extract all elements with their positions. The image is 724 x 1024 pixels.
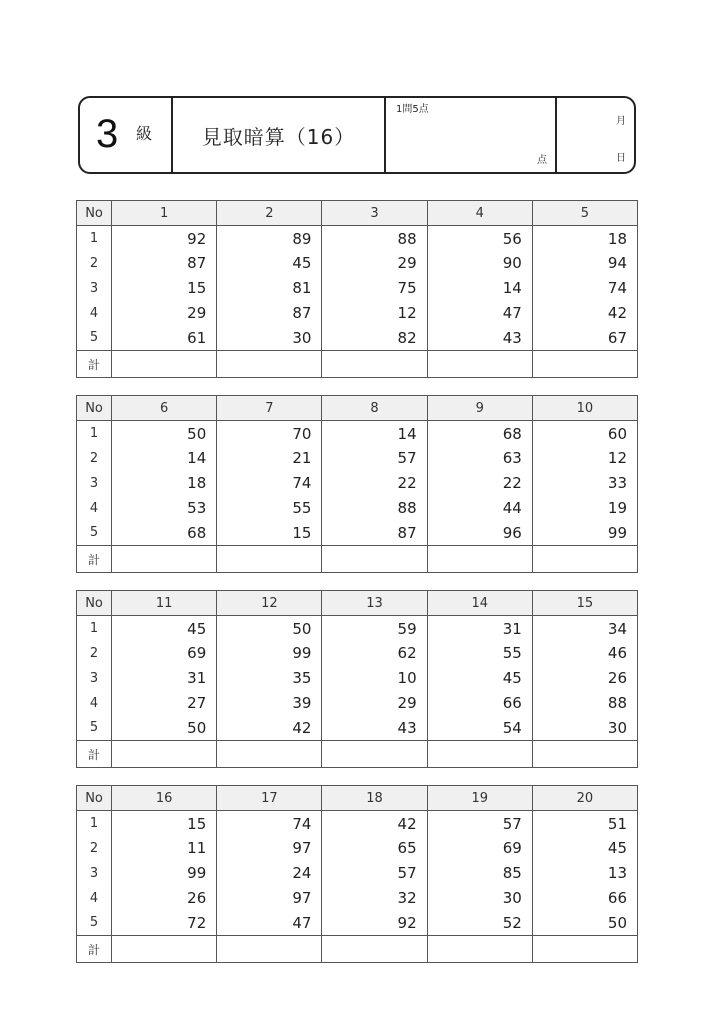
answer-cell[interactable] [112, 936, 217, 963]
month-label: 月 [616, 116, 626, 127]
number-cell: 50 [112, 421, 217, 446]
number-cell: 11 [112, 836, 217, 861]
problem-table [76, 395, 638, 573]
number-cell: 52 [427, 911, 532, 936]
number-cell: 22 [322, 471, 427, 496]
number-cell: 68 [112, 521, 217, 546]
problem-table [76, 785, 638, 963]
table-row [77, 521, 638, 546]
row-number: 3 [77, 471, 112, 496]
number-cell: 74 [217, 811, 322, 836]
answer-cell[interactable] [322, 546, 427, 573]
number-cell: 67 [532, 326, 637, 351]
number-cell: 42 [532, 301, 637, 326]
number-cell: 22 [427, 471, 532, 496]
total-label: 計 [77, 351, 112, 378]
number-cell: 57 [322, 861, 427, 886]
row-number: 5 [77, 716, 112, 741]
number-cell: 66 [427, 691, 532, 716]
answer-cell[interactable] [532, 546, 637, 573]
table-row [77, 886, 638, 911]
grade-suffix: 級 [136, 124, 153, 143]
number-cell: 42 [217, 716, 322, 741]
number-cell: 35 [217, 666, 322, 691]
table-row [77, 226, 638, 251]
answer-cell[interactable] [427, 741, 532, 768]
number-cell: 54 [427, 716, 532, 741]
problem-number-header: 16 [112, 786, 217, 811]
row-number: 2 [77, 836, 112, 861]
number-cell: 57 [322, 446, 427, 471]
row-number: 1 [77, 421, 112, 446]
answer-cell[interactable] [322, 741, 427, 768]
problem-number-header: 8 [322, 396, 427, 421]
number-cell: 89 [217, 226, 322, 251]
number-cell: 87 [322, 521, 427, 546]
answer-cell[interactable] [217, 936, 322, 963]
total-row [77, 741, 638, 768]
number-cell: 47 [427, 301, 532, 326]
row-number: 3 [77, 861, 112, 886]
row-number: 1 [77, 226, 112, 251]
number-cell: 59 [322, 616, 427, 641]
number-cell: 55 [217, 496, 322, 521]
number-cell: 18 [112, 471, 217, 496]
number-cell: 26 [112, 886, 217, 911]
table-row [77, 691, 638, 716]
number-cell: 31 [112, 666, 217, 691]
number-cell: 82 [322, 326, 427, 351]
number-cell: 57 [427, 811, 532, 836]
number-cell: 63 [427, 446, 532, 471]
number-cell: 13 [532, 861, 637, 886]
problem-number-header: 20 [532, 786, 637, 811]
number-cell: 94 [532, 251, 637, 276]
problem-table [76, 590, 638, 768]
total-row [77, 546, 638, 573]
row-number: 4 [77, 691, 112, 716]
number-cell: 61 [112, 326, 217, 351]
number-cell: 55 [427, 641, 532, 666]
worksheet-title: 見取暗算（16） [173, 98, 386, 172]
answer-cell[interactable] [217, 351, 322, 378]
problem-number-header: 15 [532, 591, 637, 616]
row-number: 5 [77, 326, 112, 351]
number-cell: 50 [112, 716, 217, 741]
number-cell: 45 [532, 836, 637, 861]
problem-number-header: 2 [217, 201, 322, 226]
answer-cell[interactable] [112, 546, 217, 573]
number-cell: 12 [532, 446, 637, 471]
number-cell: 30 [532, 716, 637, 741]
worksheet-header [78, 96, 636, 174]
number-cell: 30 [427, 886, 532, 911]
table-row [77, 276, 638, 301]
table-row [77, 496, 638, 521]
number-cell: 45 [217, 251, 322, 276]
table-row [77, 716, 638, 741]
number-cell: 30 [217, 326, 322, 351]
number-cell: 88 [322, 496, 427, 521]
score-label: 1問5点 [396, 104, 429, 115]
number-cell: 50 [217, 616, 322, 641]
grade-number: 3 [96, 112, 119, 156]
number-cell: 46 [532, 641, 637, 666]
number-cell: 27 [112, 691, 217, 716]
table-row [77, 911, 638, 936]
answer-cell[interactable] [112, 351, 217, 378]
table-header-row [77, 786, 638, 811]
total-label: 計 [77, 936, 112, 963]
number-cell: 70 [217, 421, 322, 446]
number-cell: 50 [532, 911, 637, 936]
problem-number-header: 9 [427, 396, 532, 421]
table-row [77, 616, 638, 641]
number-cell: 68 [427, 421, 532, 446]
answer-cell[interactable] [217, 741, 322, 768]
no-header: No [77, 786, 112, 811]
score-unit: 点 [537, 155, 547, 166]
problem-number-header: 1 [112, 201, 217, 226]
number-cell: 43 [322, 716, 427, 741]
row-number: 1 [77, 616, 112, 641]
row-number: 5 [77, 521, 112, 546]
number-cell: 74 [217, 471, 322, 496]
number-cell: 72 [112, 911, 217, 936]
no-header: No [77, 396, 112, 421]
number-cell: 69 [427, 836, 532, 861]
answer-cell[interactable] [427, 936, 532, 963]
number-cell: 42 [322, 811, 427, 836]
number-cell: 15 [112, 811, 217, 836]
answer-cell[interactable] [217, 546, 322, 573]
number-cell: 51 [532, 811, 637, 836]
number-cell: 47 [217, 911, 322, 936]
number-cell: 44 [427, 496, 532, 521]
row-number: 2 [77, 251, 112, 276]
number-cell: 97 [217, 886, 322, 911]
number-cell: 24 [217, 861, 322, 886]
total-row [77, 936, 638, 963]
row-number: 5 [77, 911, 112, 936]
row-number: 4 [77, 886, 112, 911]
number-cell: 14 [322, 421, 427, 446]
row-number: 3 [77, 276, 112, 301]
number-cell: 66 [532, 886, 637, 911]
number-cell: 92 [322, 911, 427, 936]
problem-number-header: 13 [322, 591, 427, 616]
number-cell: 62 [322, 641, 427, 666]
number-cell: 99 [217, 641, 322, 666]
number-cell: 31 [427, 616, 532, 641]
total-label: 計 [77, 741, 112, 768]
grade-cell [80, 98, 173, 172]
number-cell: 26 [532, 666, 637, 691]
answer-cell[interactable] [427, 351, 532, 378]
number-cell: 14 [427, 276, 532, 301]
total-row [77, 351, 638, 378]
number-cell: 29 [322, 691, 427, 716]
number-cell: 92 [112, 226, 217, 251]
row-number: 2 [77, 446, 112, 471]
table-row [77, 301, 638, 326]
answer-cell[interactable] [427, 546, 532, 573]
number-cell: 10 [322, 666, 427, 691]
number-cell: 21 [217, 446, 322, 471]
number-cell: 45 [427, 666, 532, 691]
table-header-row [77, 396, 638, 421]
problem-number-header: 7 [217, 396, 322, 421]
row-number: 4 [77, 301, 112, 326]
number-cell: 75 [322, 276, 427, 301]
table-row [77, 421, 638, 446]
problem-number-header: 6 [112, 396, 217, 421]
number-cell: 33 [532, 471, 637, 496]
row-number: 4 [77, 496, 112, 521]
number-cell: 15 [112, 276, 217, 301]
total-label: 計 [77, 546, 112, 573]
number-cell: 99 [112, 861, 217, 886]
problem-number-header: 14 [427, 591, 532, 616]
date-cell[interactable] [557, 98, 634, 172]
problem-number-header: 17 [217, 786, 322, 811]
table-row [77, 326, 638, 351]
row-number: 3 [77, 666, 112, 691]
number-cell: 14 [112, 446, 217, 471]
answer-cell[interactable] [322, 351, 427, 378]
table-row [77, 446, 638, 471]
number-cell: 87 [217, 301, 322, 326]
answer-cell[interactable] [532, 351, 637, 378]
problem-number-header: 19 [427, 786, 532, 811]
problem-number-header: 12 [217, 591, 322, 616]
number-cell: 18 [532, 226, 637, 251]
problem-number-header: 10 [532, 396, 637, 421]
number-cell: 15 [217, 521, 322, 546]
number-cell: 19 [532, 496, 637, 521]
row-number: 2 [77, 641, 112, 666]
table-row [77, 641, 638, 666]
number-cell: 29 [322, 251, 427, 276]
number-cell: 43 [427, 326, 532, 351]
table-header-row [77, 591, 638, 616]
answer-cell[interactable] [322, 936, 427, 963]
number-cell: 60 [532, 421, 637, 446]
table-row [77, 861, 638, 886]
problem-table [76, 200, 638, 378]
day-label: 日 [616, 153, 626, 164]
answer-cell[interactable] [532, 741, 637, 768]
number-cell: 97 [217, 836, 322, 861]
table-row [77, 471, 638, 496]
score-cell[interactable] [386, 98, 557, 172]
number-cell: 85 [427, 861, 532, 886]
problem-number-header: 5 [532, 201, 637, 226]
number-cell: 45 [112, 616, 217, 641]
number-cell: 29 [112, 301, 217, 326]
number-cell: 32 [322, 886, 427, 911]
problem-number-header: 11 [112, 591, 217, 616]
number-cell: 65 [322, 836, 427, 861]
number-cell: 34 [532, 616, 637, 641]
no-header: No [77, 201, 112, 226]
table-row [77, 666, 638, 691]
number-cell: 99 [532, 521, 637, 546]
number-cell: 56 [427, 226, 532, 251]
problem-number-header: 4 [427, 201, 532, 226]
number-cell: 88 [532, 691, 637, 716]
number-cell: 96 [427, 521, 532, 546]
number-cell: 81 [217, 276, 322, 301]
problem-number-header: 3 [322, 201, 427, 226]
number-cell: 87 [112, 251, 217, 276]
number-cell: 90 [427, 251, 532, 276]
number-cell: 39 [217, 691, 322, 716]
number-cell: 74 [532, 276, 637, 301]
table-header-row [77, 201, 638, 226]
answer-cell[interactable] [532, 936, 637, 963]
answer-cell[interactable] [112, 741, 217, 768]
table-row [77, 836, 638, 861]
number-cell: 12 [322, 301, 427, 326]
number-cell: 53 [112, 496, 217, 521]
table-row [77, 811, 638, 836]
number-cell: 69 [112, 641, 217, 666]
row-number: 1 [77, 811, 112, 836]
no-header: No [77, 591, 112, 616]
number-cell: 88 [322, 226, 427, 251]
table-row [77, 251, 638, 276]
problem-number-header: 18 [322, 786, 427, 811]
